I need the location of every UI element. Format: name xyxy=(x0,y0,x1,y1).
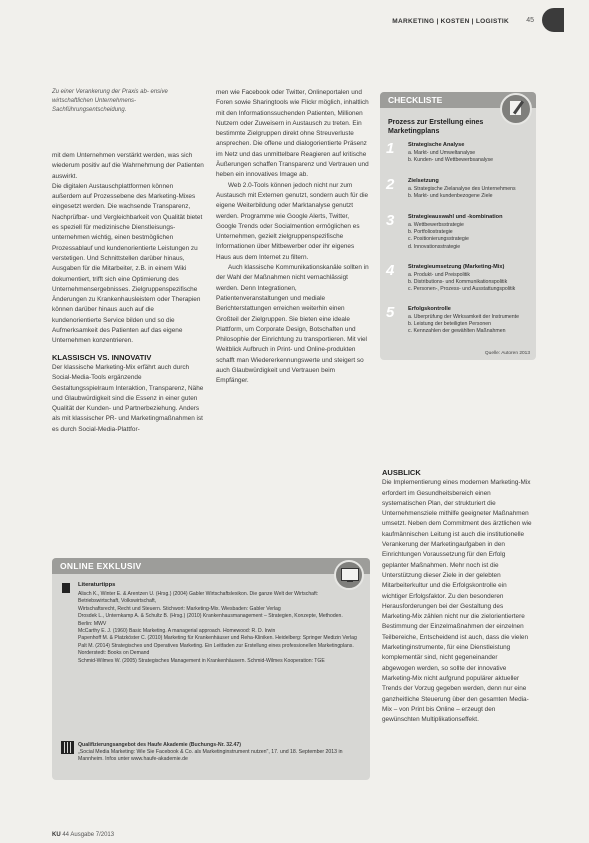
step-item: c. Personen-, Prozess- und Ausstattungspolitik xyxy=(408,286,516,293)
step-number: 4 xyxy=(386,262,395,279)
online-header xyxy=(52,558,370,574)
qualification-text xyxy=(78,742,362,764)
literature-item: Alisch K., Winter E. & Arentzen U. (Hrsg.) (2004) Gabler Wirtschaftslexikon. Die ganze Welt der Wirtschaft: Betriebswirtschaft, Volkswirtschaft, xyxy=(78,591,319,605)
footer-page: 44 xyxy=(62,832,70,838)
paragraph: Die digitalen Austauschplattformen können außerdem auf Prozessebene des Marketing-Mixes eingesetzt werden. Die wachsende Transparenz, Nachprüfbar- und Vergleichbarkeit von Qualität bietet es speziell für medizinische Dienstleisungs-unternehmen wichtig, einen bestmöglichen Prozessablauf und kundenorientierte Leistungen zu verstetigen. Und Schnittstellen darüber hinaus, Ausgaben für die Mitarbeiter, z.B. in einem Wiki dokumentiert, trifft sich eine Optimierung des Unternehmensergebnisses. Zielgruppenspezifische Änderungen zu Krankenhausleistern oder Therapien können darüber hinaus auch auf die kundenorientierte Service bilden und so die Aufmerksamkeit des Patienten auf das eigene Unternehmen konzentrieren. xyxy=(52,182,203,345)
paragraph: Die Implementierung eines modernen Marketing-Mix erfordert im Gesundheitsbereich einen systematischen Plan, der strukturiert die Unternehmensziele mithilfe geeigneter Maßnahmen umsetzt. Neben dem Commitment des ärztlichen wie kaufmännischen Leitung ist auch die institutionelle Verankerung der Marketingaufgaben in den Einrichtungen Voraussetzung für den Erfolg geplanter Maßnahmen. Mehr noch ist die Unterstützung dieser Ziele in der gelebten Mitarbeiterkultur und die Erfolgskontrolle ein wichtiger Erfolgsfaktor. Zu den besonderen Herausforderungen bei der Gestaltung des Marketing-Mix zählen nicht nur die zielorientiertere Bestimmung der Einzelmaßnahmen der einzelnen Teilbereiche, Entscheidend ist auch, dass die vielen Marketinginstrumente, für eine Dienstleistung komplementär sind, nicht gegeneinander abgewogen werden, so sollte der innovative Marketing-Mix nicht aufgrund populärer aktueller Trends der Vorzug gegeben werden, denn nur eine ganzheitliche Steuerung über den gesamten Media-Mix – von Print bis Online – erzeugt den gewünschten Multiplikationseffekt. xyxy=(382,479,532,724)
step-number: 2 xyxy=(386,176,395,193)
section-title-ausblick: AUSBLICK xyxy=(382,468,421,477)
literature-item: Drosdek L., Unternkamp A. & Schultz B. (Hrsg.) (2010) Krankenhausmanagement – Strategien, Konzepte, Methoden. Berlin: MWV xyxy=(78,613,343,627)
step-title: Strategieumsetzung (Marketing-Mix) xyxy=(408,264,505,270)
online-title: ONLINE EXKLUSIV xyxy=(60,561,142,571)
column-middle xyxy=(216,88,369,387)
checklist-title: CHECKLISTE xyxy=(388,95,443,105)
step-title: Zielsetzung xyxy=(408,178,439,184)
step-item: b. Leistung der beteiligten Personen xyxy=(408,321,492,328)
paragraph: men wie Facebook oder Twitter, Onlineportalen und Foren sowie Sharingtools wie Flickr möglich, inhaltlich mit den Informationssuchenden Patienten, Millionen Nutzern oder Zuweisern in Austausch zu treten. Ein bestimmte Zielgruppen direkt ohne Streuverluste ansprechen. Die offene und dialogorientierte Präsenz im Netz und das unmittelbare Reagieren auf kritische Äußerungen schaffen Transparenz und Vertrauen und heben ein innovatives Image ab. xyxy=(216,89,369,179)
literature-item: McCarthy E. J. (1960) Basic Marketing. A managerial approach. Homewood: R. D. Irwin xyxy=(78,628,276,635)
monitor-icon xyxy=(334,560,364,590)
header-section-label: MARKETING | KOSTEN | LOGISTIK xyxy=(392,18,509,25)
step-item: d. Innovationsstrategie xyxy=(408,243,461,250)
page-number: 45 xyxy=(526,17,534,24)
step-item: a. Markt- und Umweltanalyse xyxy=(408,150,476,156)
step-item: a. Strategische Zielanalyse des Unternehmens xyxy=(408,186,516,192)
checklist-box xyxy=(380,92,536,360)
literature-item: Schmid-Wilmes W. (2005) Strategisches Management in Krankenhäusern. Schmid-Wilmes Kooperation: TGE xyxy=(78,657,325,664)
step-item: c. Kennzahlen der gewählten Maßnahmen xyxy=(408,328,506,335)
column-left xyxy=(52,151,204,435)
page-footer xyxy=(52,832,114,838)
online-exklusiv-box xyxy=(52,558,370,780)
step-title: Erfolgskontrolle xyxy=(408,306,451,312)
book-icon xyxy=(62,583,70,593)
literature-item: Wirtschaftsrecht, Recht und Steuern. Stichwort: Marketing-Mix. Wiesbaden: Gabler Verlag xyxy=(78,605,281,612)
footer-issue: Ausgabe 7/2013 xyxy=(70,832,115,838)
step-item: b. Portfoliostrategie xyxy=(408,229,453,236)
step-number: 5 xyxy=(386,304,395,321)
paragraph: mit dem Unternehmen verstärkt werden, was sich wiederum positiv auf die Wahrnehmung der Patienten auswirkt. xyxy=(52,152,204,180)
checklist-icon xyxy=(500,93,532,125)
literature-list xyxy=(78,591,358,665)
step-title: Strategieauswahl und -kombination xyxy=(408,214,503,220)
step-item: b. Kunden- und Wettbewerbsanalyse xyxy=(408,157,493,164)
step-title: Strategische Analyse xyxy=(408,142,465,148)
qualification-details: „Social Media Marketing: Wie Sie Facebook & Co. als Marketinginstrument nutzen", 17. und 18. September 2013 in Mannheim. Infos unter www.haufe-akademie.de xyxy=(78,749,343,763)
header-tab-marker xyxy=(542,8,564,32)
paragraph: Auch klassische Kommunikationskanäle sollten in der Wahl der Maßnahmen nicht vernachlässigt werden. Denn Integrationen, Patientenveranstaltungen und mediale Berichterstattungen erreichen weiterhin einen Großteil der Zielgruppen. Sie bieten eine ideale Plattform, um Corporate Design, Botschaften und Philosophie der Einrichtung zu transportieren. Mit viel Weitblick Aufbruch in Print- und Online-produkten schafft man Wiedererkennungswerte und steigert so auch Glaubwürdigkeit und Vertrauen beim Empfänger. xyxy=(216,264,369,385)
qr-code-icon xyxy=(61,741,74,754)
step-item: a. Produkt- und Preispolitik xyxy=(408,272,470,278)
qualification-title: Qualifizierungsangebot des Haufe Akademie (Buchungs-Nr. 32.47) xyxy=(78,742,241,748)
column-right xyxy=(382,468,532,725)
literature-heading: Literaturtipps xyxy=(78,582,116,588)
checklist-subtitle: Prozess zur Erstellung eines Marketingplans xyxy=(388,119,484,135)
literature-item: Papenhoff M. & Platzköster C. (2010) Marketing für Krankenhäuser und Reha-Kliniken. Heidelberg: Springer Medizin Verlag xyxy=(78,635,357,642)
literature-item: Palt M. (2014) Strategisches und Operatives Marketing. Ein Leitfaden zur Erstellung eines professionellen Marketingplans. Norderstedt: Books on Demand xyxy=(78,642,354,657)
section-title-klassisch: KLASSISCH VS. INNOVATIV xyxy=(52,352,152,362)
step-item: b. Distributions- und Kommunikationspolitik xyxy=(408,279,508,286)
footer-journal: KU xyxy=(52,832,61,838)
step-item: a. Überprüfung der Wirksamkeit der Instrumente xyxy=(408,314,519,320)
intro-text: Zu einer Verankerung der Praxis ab- ensive wirtschaftlichen Unternehmens- Sachführungsentscheidung. xyxy=(52,89,168,113)
step-item: b. Markt- und kundenbezogene Ziele xyxy=(408,193,493,200)
step-item: c. Positionierungsstrategie xyxy=(408,236,469,243)
step-number: 1 xyxy=(386,140,395,157)
step-number: 3 xyxy=(386,212,395,229)
step-item: a. Wettbewerbsstrategie xyxy=(408,222,464,228)
paragraph: Der klassische Marketing-Mix erfährt auch durch Social-Media-Tools ergänzende Gestaltungsspielraum Interaktion, Transparenz, Nähe und Glaubwürdigkeit sind die Essenz in einer guten Qualität der Kunden- und Partnerbeziehung. Anders als mit klassischer PR- und Marketingmaßnahmen ist es durch Social-Media-Plattfor- xyxy=(52,363,204,433)
checklist-source: Quelle: Autoren 2013 xyxy=(484,351,530,356)
paragraph: Web 2.0-Tools können jedoch nicht nur zum Austausch mit Externen genutzt, sondern auch für die eigene Weiterbildung oder Marktanalyse genutzt werden. Programme wie Google Alerts, Twitter, Google Trends oder Socialmention ermöglichen es Unternehmen, gezielt zielgruppenspezifische Informationen über Mitbewerber oder ihr eigenes Haus aus dem Internet zu filtern. xyxy=(216,181,369,261)
